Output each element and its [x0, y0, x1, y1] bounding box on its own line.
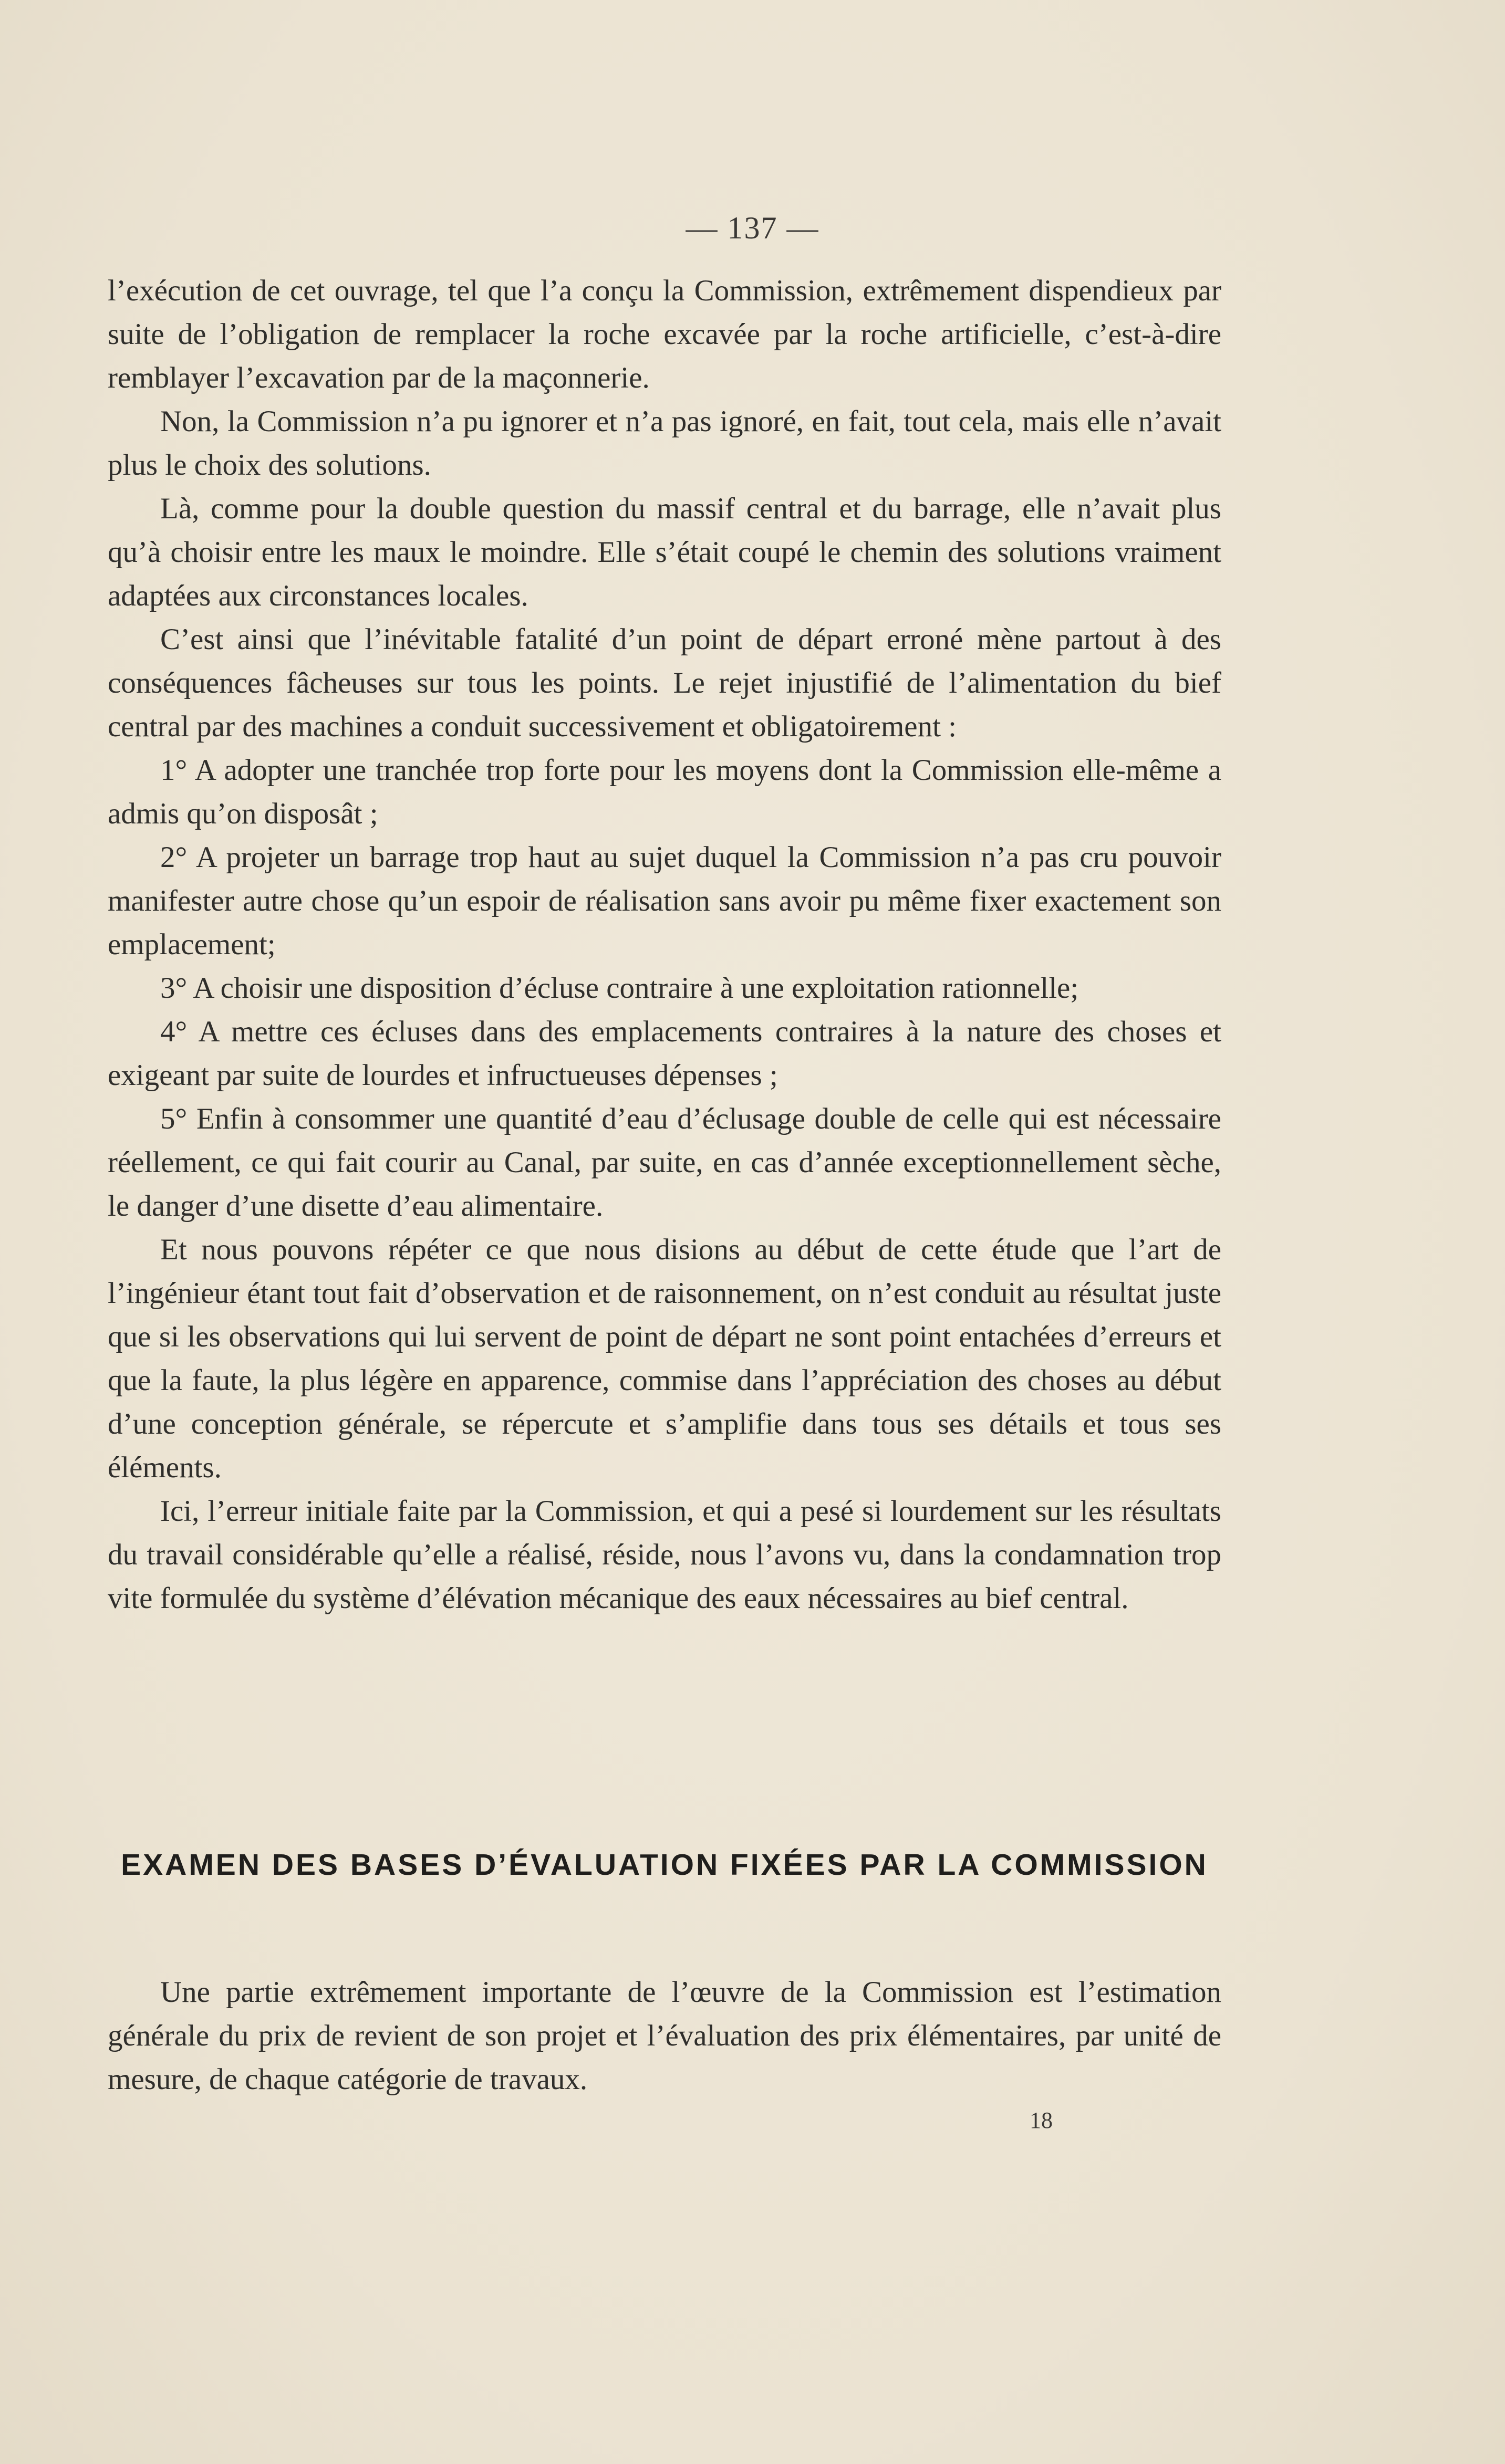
- paragraph: l’exécution de cet ouvrage, tel que l’a conçu la Commission, extrêmement dispendieux par suite de l’obligation de remplacer la roche excavée par la roche artificielle, c’est-à-dire remblayer l’excavation par de la maçonnerie.: [108, 274, 1221, 394]
- body-text: [108, 269, 1221, 1620]
- signature-mark: 18: [1030, 2107, 1053, 2133]
- paragraph: Non, la Commission n’a pu ignorer et n’a pas ignoré, en fait, tout cela, mais elle n’avait plus le choix des solutions.: [108, 405, 1221, 482]
- paragraph: Et nous pouvons répéter ce que nous disions au début de cette étude que l’art de l’ingénieur étant tout fait d’observation et de raisonnement, on n’est conduit au résultat juste que si les observations qui lui servent de point de départ ne sont point entachées d’erreurs et que la faute, la plus légère en apparence, commise dans l’appréciation des choses au début d’une conception générale, se répercute et s’amplifie dans tous ses détails et tous ses éléments.: [108, 1233, 1221, 1484]
- list-item: 1° A adopter une tranchée trop forte pour les moyens dont la Commission elle-même a admis qu’on disposât ;: [108, 754, 1221, 830]
- list-item: 5° Enfin à consommer une quantité d’eau d’éclusage double de celle qui est nécessaire réellement, ce qui fait courir au Canal, par suite, en cas d’année exceptionnellement sèche, le danger d’une disette d’eau alimentaire.: [108, 1102, 1221, 1223]
- page-number: — 137 —: [686, 211, 819, 245]
- list-item: 4° A mettre ces écluses dans des emplacements contraires à la nature des choses et exigeant par suite de lourdes et infructueuses dépenses ;: [108, 1015, 1221, 1092]
- section-heading: EXAMEN DES BASES D’ÉVALUATION FIXÉES PAR LA COMMISSION: [121, 1848, 1208, 1882]
- paragraph: Là, comme pour la double question du massif central et du barrage, elle n’avait plus qu’à choisir entre les maux le moindre. Elle s’était coupé le chemin des solutions vraiment adaptées aux circonstances locales.: [108, 492, 1221, 612]
- list-item: 3° A choisir une disposition d’écluse contraire à une exploitation rationnelle;: [160, 972, 1079, 1005]
- paragraph: Ici, l’erreur initiale faite par la Commission, et qui a pesé si lourdement sur les résultats du travail considérable qu’elle a réalisé, réside, nous l’avons vu, dans la condamnation trop vite formulée du système d’élévation mécanique des eaux nécessaires au bief central.: [108, 1495, 1221, 1615]
- section-text: [108, 1970, 1221, 2101]
- list-item: 2° A projeter un barrage trop haut au sujet duquel la Commission n’a pas cru pouvoir manifester autre chose qu’un espoir de réalisation sans avoir pu même fixer exactement son emplacement;: [108, 841, 1221, 961]
- paragraph: Une partie extrêmement importante de l’œuvre de la Commission est l’estimation générale du prix de revient de son projet et l’évaluation des prix élémentaires, par unité de mesure, de chaque catégorie de travaux.: [108, 1976, 1221, 2096]
- paragraph: C’est ainsi que l’inévitable fatalité d’un point de départ erroné mène partout à des conséquences fâcheuses sur tous les points. Le rejet injustifié de l’alimentation du bief central par des machines a conduit successivement et obligatoirement :: [108, 623, 1221, 743]
